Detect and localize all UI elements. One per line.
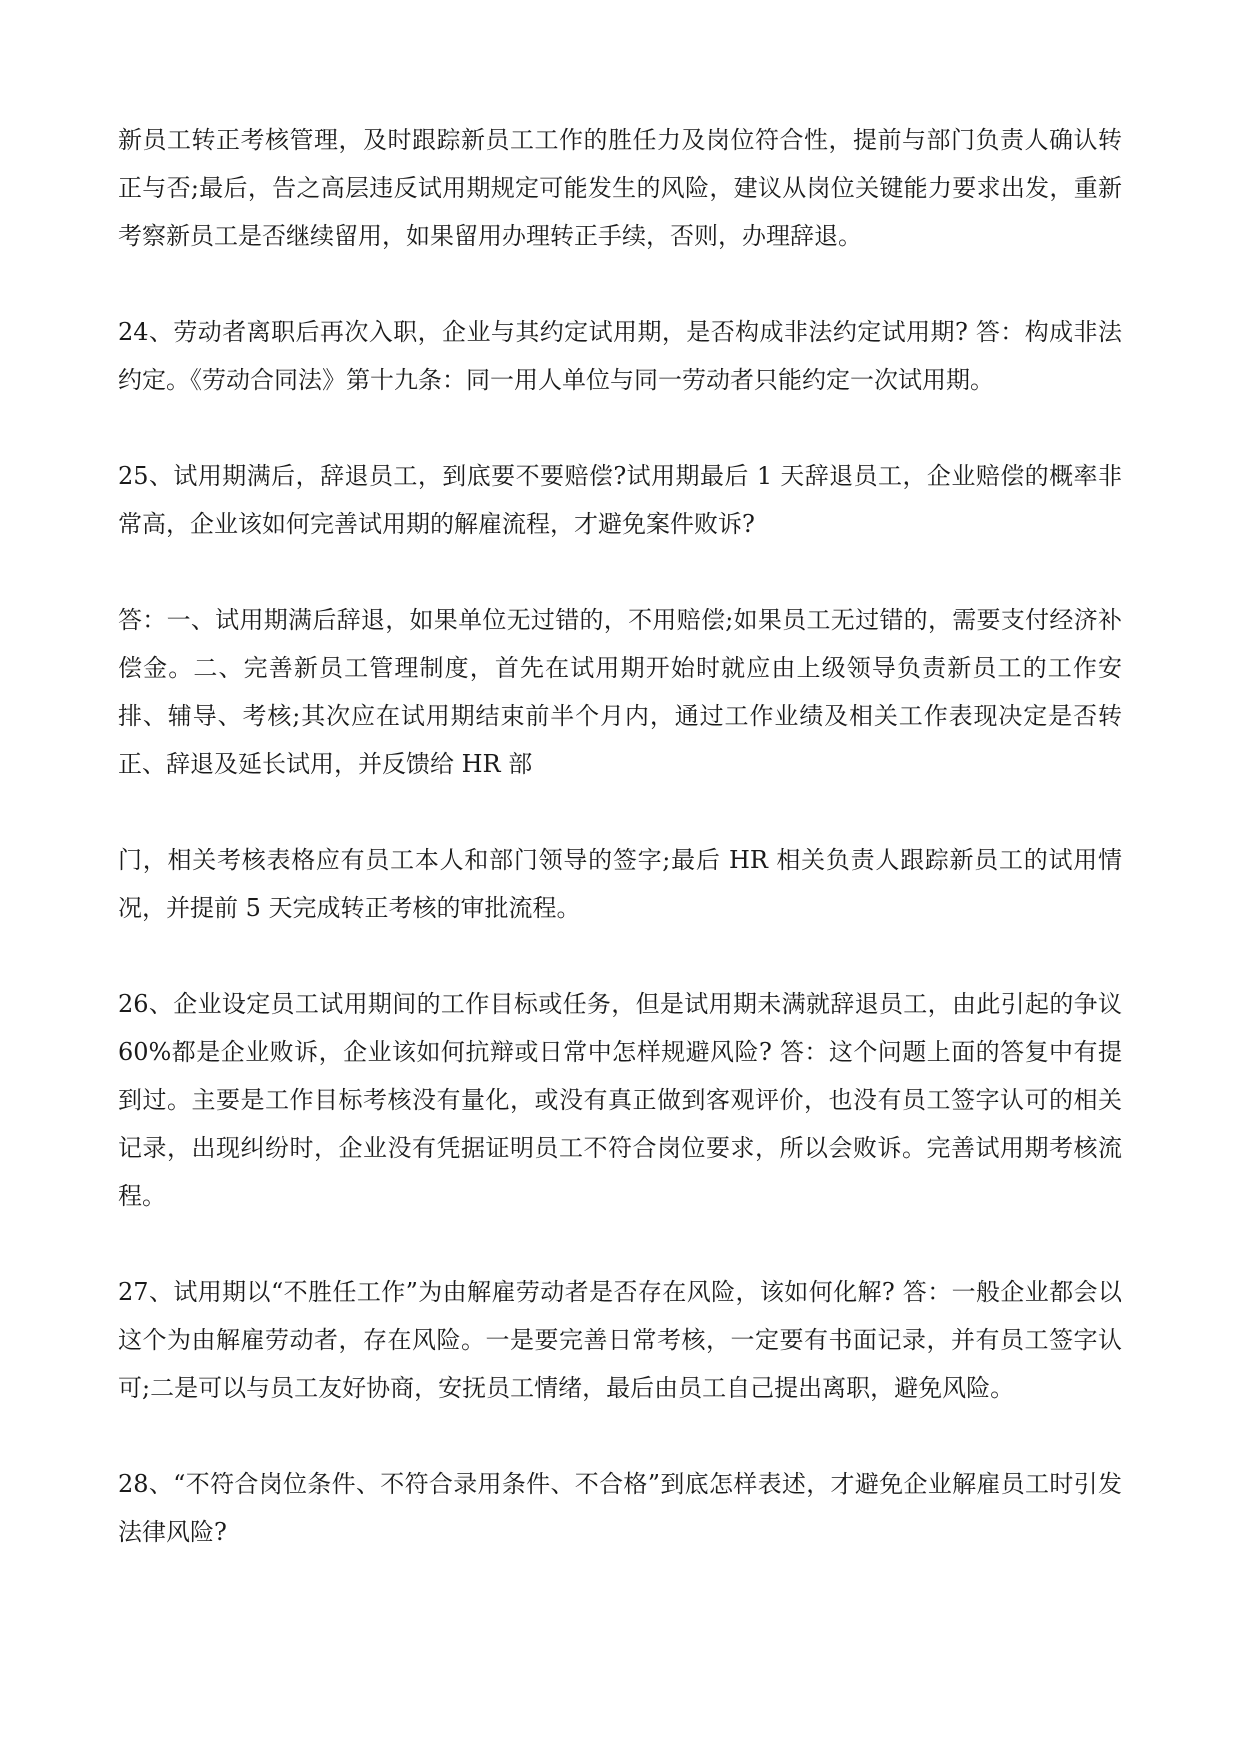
paragraph-a25: 答：一、试用期满后辞退，如果单位无过错的，不用赔偿;如果员工无过错的，需要支付经济补偿金。二、完善新员工管理制度，首先在试用期开始时就应由上级领导负责新员工的工作安排、辅导、考核;其次应在试用期结束前半个月内，通过工作业绩及相关工作表现决定是否转正、辞退及延长试用，并反馈给 HR 部 bbox=[118, 606, 1122, 778]
paragraph-q25: 25、试用期满后，辞退员工，到底要不要赔偿?试用期最后 1 天辞退员工，企业赔偿的概率非常高，企业该如何完善试用期的解雇流程，才避免案件败诉? bbox=[118, 462, 1122, 538]
document-page bbox=[118, 116, 1122, 1604]
paragraph-a25-continued: 门，相关考核表格应有员工本人和部门领导的签字;最后 HR 相关负责人跟踪新员工的试用情况，并提前 5 天完成转正考核的审批流程。 bbox=[118, 846, 1122, 922]
paragraph-q28: 28、“不符合岗位条件、不符合录用条件、不合格”到底怎样表述，才避免企业解雇员工时引发法律风险? bbox=[118, 1470, 1122, 1546]
paragraph-q27: 27、试用期以“不胜任工作”为由解雇劳动者是否存在风险，该如何化解? 答：一般企业都会以这个为由解雇劳动者，存在风险。一是要完善日常考核，一定要有书面记录，并有员工签字认可;二是可以与员工友好协商，安抚员工情绪，最后由员工自己提出离职，避免风险。 bbox=[118, 1278, 1122, 1402]
paragraph-q26: 26、企业设定员工试用期间的工作目标或任务，但是试用期未满就辞退员工，由此引起的争议 60%都是企业败诉，企业该如何抗辩或日常中怎样规避风险? 答：这个问题上面的答复中有提到过。主要是工作目标考核没有量化，或没有真正做到客观评价，也没有员工签字认可的相关记录，出现纠纷时，企业没有凭据证明员工不符合岗位要求，所以会败诉。完善试用期考核流程。 bbox=[118, 990, 1122, 1210]
paragraph-probation-management: 新员工转正考核管理，及时跟踪新员工工作的胜任力及岗位符合性，提前与部门负责人确认转正与否;最后，告之高层违反试用期规定可能发生的风险，建议从岗位关键能力要求出发，重新考察新员工是否继续留用，如果留用办理转正手续，否则，办理辞退。 bbox=[118, 126, 1122, 250]
paragraph-q24: 24、劳动者离职后再次入职，企业与其约定试用期，是否构成非法约定试用期? 答：构成非法约定。《劳动合同法》第十九条：同一用人单位与同一劳动者只能约定一次试用期。 bbox=[118, 318, 1122, 394]
